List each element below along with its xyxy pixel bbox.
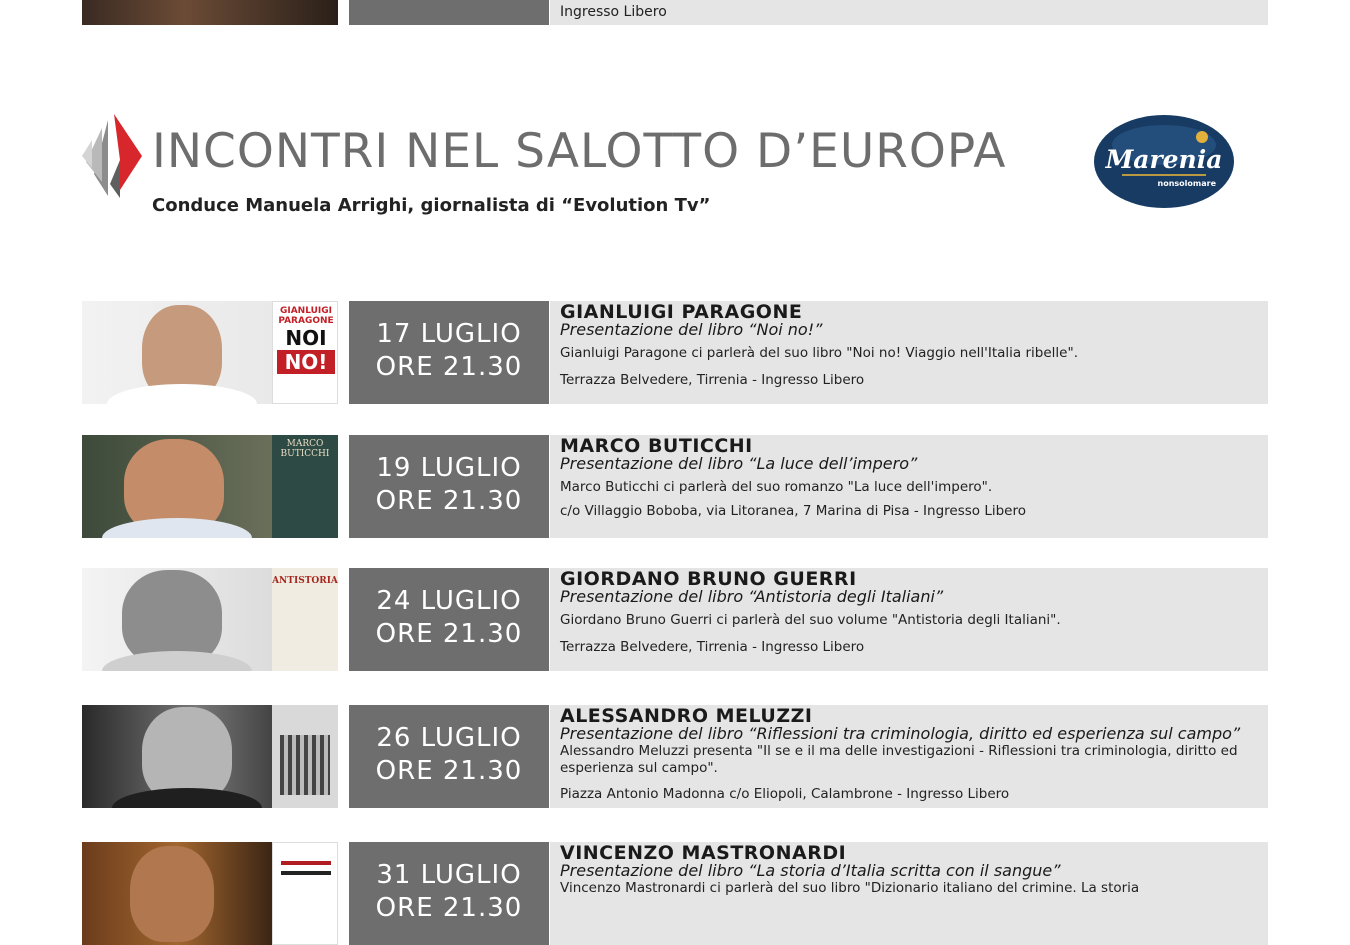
- event-location: Terrazza Belvedere, Tirrenia - Ingresso Libero: [560, 639, 865, 655]
- event-time: ORE 21.30: [375, 352, 523, 382]
- speaker-photo: [82, 842, 272, 945]
- book-presentation: Presentazione del libro “La luce dell’impero”: [560, 454, 918, 473]
- speaker-photo: [82, 301, 272, 404]
- partner-logo-name: Marenia: [1105, 145, 1223, 174]
- book-cover: [272, 842, 338, 945]
- speaker-photo: [82, 435, 272, 538]
- event-info: [550, 568, 1268, 671]
- event-time: ORE 21.30: [375, 893, 523, 923]
- event-description: Vincenzo Mastronardi ci parlerà del suo libro "Dizionario italiano del crimine. La storia: [560, 880, 1140, 896]
- event-description: Gianluigi Paragone ci parlerà del suo libro "Noi no! Viaggio nell'Italia ribelle".: [560, 345, 1078, 361]
- event-description: Giordano Bruno Guerri ci parlerà del suo volume "Antistoria degli Italiani".: [560, 612, 1061, 628]
- event-location: Terrazza Belvedere, Tirrenia - Ingresso Libero: [560, 372, 865, 388]
- event-date: 31 LUGLIO: [376, 860, 522, 890]
- event-date-box: [349, 301, 549, 404]
- event-time: ORE 21.30: [375, 619, 523, 649]
- book-cover: MARCO BUTICCHI: [272, 435, 338, 538]
- event-row: [82, 842, 1268, 945]
- book-presentation: Presentazione del libro “Noi no!”: [560, 320, 823, 339]
- previous-event-photo: [82, 0, 338, 25]
- event-date-box: [349, 705, 549, 808]
- book-presentation: Presentazione del libro “Antistoria degli Italiani”: [560, 587, 944, 606]
- partner-logo-tag: nonsolomare: [1157, 179, 1216, 188]
- speaker-name: VINCENZO MASTRONARDI: [560, 842, 847, 864]
- event-location: Piazza Antonio Madonna c/o Eliopoli, Calambrone - Ingresso Libero: [560, 786, 1010, 802]
- book-cover: ANTISTORIA: [272, 568, 338, 671]
- event-row: [82, 435, 1268, 538]
- speaker-name: ALESSANDRO MELUZZI: [560, 705, 813, 727]
- speaker-name: MARCO BUTICCHI: [560, 435, 753, 457]
- event-date: 17 LUGLIO: [376, 319, 522, 349]
- moon-icon: [1196, 131, 1208, 143]
- speaker-name: GIORDANO BRUNO GUERRI: [560, 568, 857, 590]
- event-info: [550, 301, 1268, 404]
- salotto-europa-logo: [80, 112, 146, 200]
- book-presentation: Presentazione del libro “Riflessioni tra criminologia, diritto ed esperienza sul campo”: [560, 724, 1241, 743]
- event-date-box: [349, 568, 549, 671]
- event-date-box: [349, 435, 549, 538]
- event-date: 24 LUGLIO: [376, 586, 522, 616]
- marenia-logo: [1094, 115, 1234, 208]
- event-description: Marco Buticchi ci parlerà del suo romanzo "La luce dell'impero".: [560, 479, 993, 495]
- speaker-photo: [82, 705, 272, 808]
- previous-event-date-box: [349, 0, 549, 25]
- previous-event-location: Ingresso Libero: [560, 4, 667, 20]
- event-date-box: [349, 842, 549, 945]
- book-cover: [272, 705, 338, 808]
- event-location: c/o Villaggio Boboba, via Litoranea, 7 Marina di Pisa - Ingresso Libero: [560, 503, 1027, 519]
- event-info: [550, 705, 1268, 808]
- event-info: [550, 842, 1268, 945]
- book-cover: GIANLUIGI PARAGONE NOI NO!: [272, 301, 338, 404]
- event-date: 19 LUGLIO: [376, 453, 522, 483]
- event-time: ORE 21.30: [375, 756, 523, 786]
- event-date: 26 LUGLIO: [376, 723, 522, 753]
- event-row: [82, 705, 1268, 808]
- event-info: [550, 435, 1268, 538]
- page-subtitle: Conduce Manuela Arrighi, giornalista di “Evolution Tv”: [152, 195, 711, 216]
- previous-event-info: [550, 0, 1268, 25]
- book-presentation: Presentazione del libro “La storia d’Italia scritta con il sangue”: [560, 861, 1061, 880]
- event-row: [82, 301, 1268, 404]
- event-row: [82, 568, 1268, 671]
- speaker-photo: [82, 568, 272, 671]
- event-time: ORE 21.30: [375, 486, 523, 516]
- page-title: INCONTRI NEL SALOTTO D’EUROPA: [152, 124, 1007, 179]
- speaker-name: GIANLUIGI PARAGONE: [560, 301, 803, 323]
- event-description: Alessandro Meluzzi presenta "Il se e il ma delle investigazioni - Riflessioni tra criminologia, diritto ed esperienza sul campo".: [560, 743, 1238, 776]
